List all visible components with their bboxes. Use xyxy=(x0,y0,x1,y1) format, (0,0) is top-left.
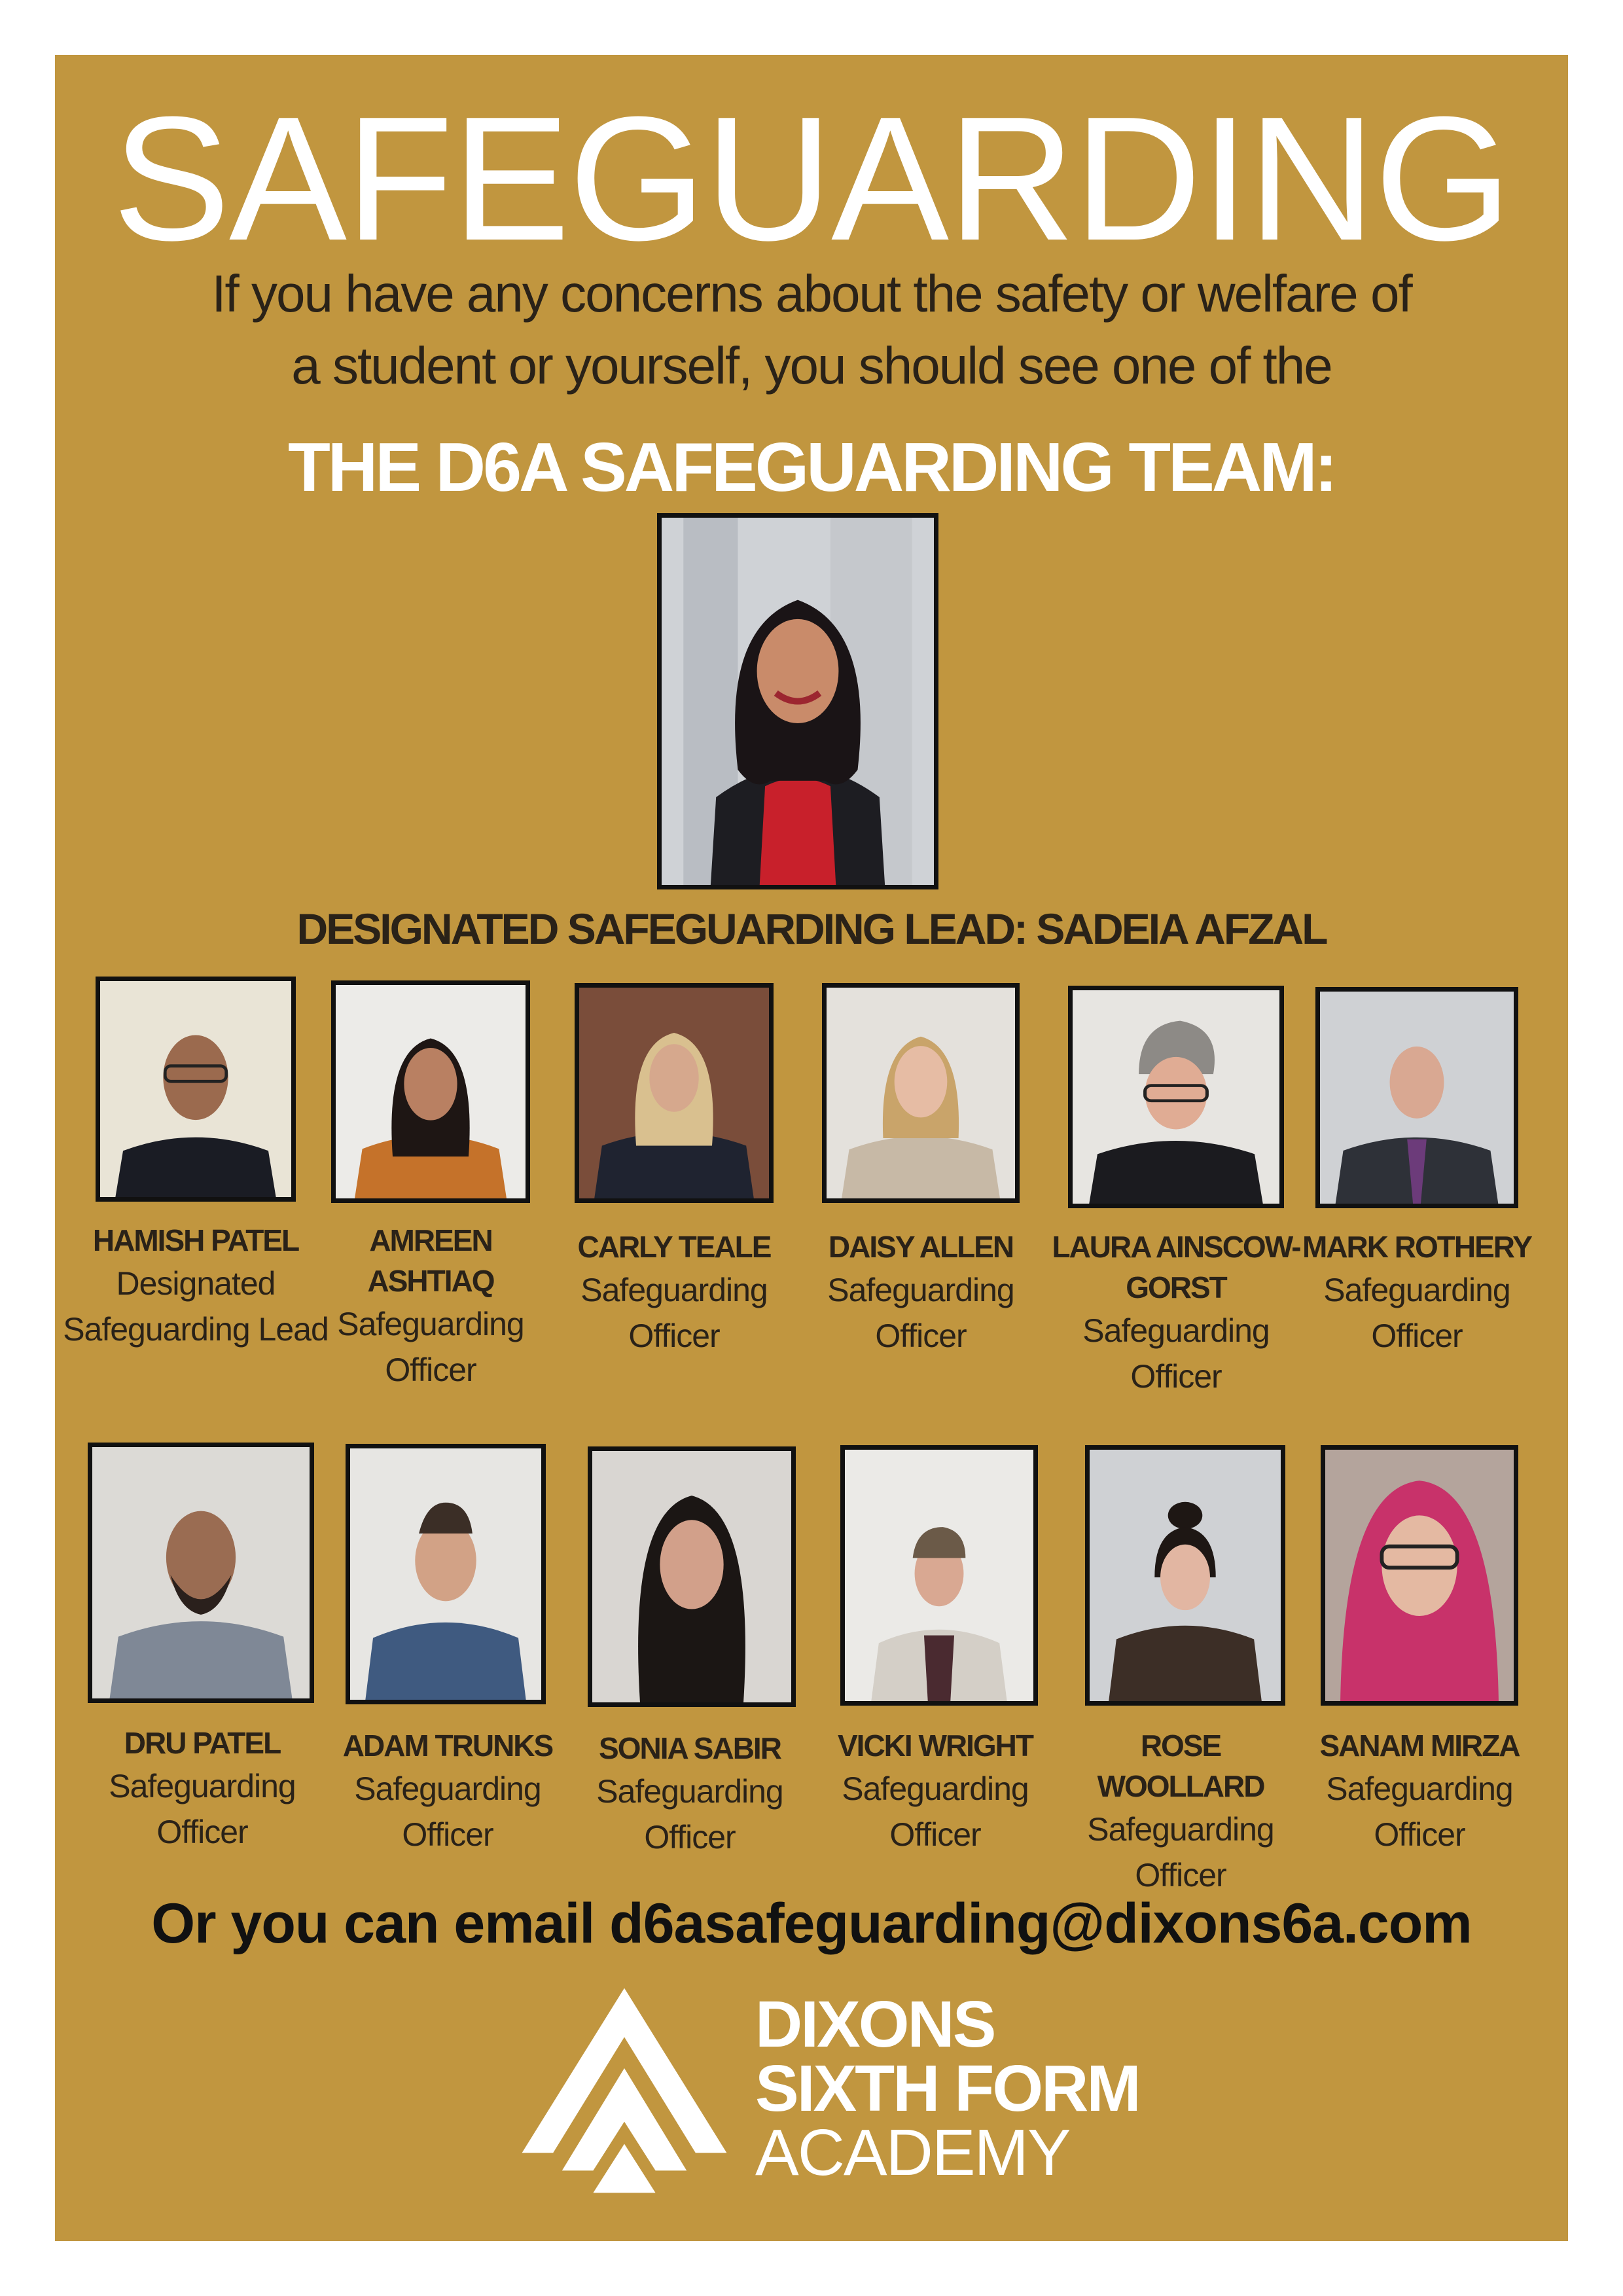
member-name: MARK ROTHERY xyxy=(1302,1230,1531,1264)
member-role: Safeguarding xyxy=(354,1770,541,1807)
poster xyxy=(55,55,1568,2241)
page-title: SAFEGUARDING xyxy=(112,81,1511,278)
member-role: Officer xyxy=(1371,1318,1463,1354)
member-role: Officer xyxy=(628,1318,720,1354)
member-role: Safeguarding xyxy=(596,1773,783,1810)
member-caption xyxy=(62,1220,330,1352)
member-photo xyxy=(1321,1445,1518,1706)
logo-line-1: DIXONS xyxy=(755,1988,995,2061)
member-role: Officer xyxy=(875,1318,967,1354)
member-role: Safeguarding xyxy=(337,1306,524,1342)
logo-line-3: ACADEMY xyxy=(755,2116,1070,2189)
intro-text xyxy=(55,258,1568,402)
member-role: Safeguarding Lead xyxy=(63,1311,329,1348)
member-caption xyxy=(1050,1227,1302,1399)
logo-text xyxy=(755,1988,1139,2189)
member-photo xyxy=(588,1446,796,1707)
member-role: Officer xyxy=(889,1816,981,1853)
team-heading: THE D6A SAFEGUARDING TEAM: xyxy=(288,429,1335,506)
member-photo xyxy=(1315,987,1518,1208)
member-name: DAISY ALLEN xyxy=(828,1230,1014,1264)
email-line: Or you can email d6asafeguarding@dixons6a.com xyxy=(151,1892,1472,1955)
member-role: Safeguarding xyxy=(109,1768,296,1804)
member-role: Officer xyxy=(644,1819,736,1856)
logo-line-2: SIXTH FORM xyxy=(755,2052,1139,2125)
member-role: Officer xyxy=(156,1814,248,1850)
member-caption xyxy=(1056,1725,1305,1898)
member-role: Officer xyxy=(402,1816,493,1853)
member-caption xyxy=(1305,1725,1534,1857)
member-photo xyxy=(840,1445,1038,1706)
member-name: VICKI WRIGHT xyxy=(838,1729,1033,1763)
member-role: Safeguarding xyxy=(1326,1770,1513,1807)
member-photo xyxy=(96,977,296,1202)
dixons-logo xyxy=(513,1979,1168,2215)
member-caption xyxy=(330,1725,565,1857)
member-name: CARLY TEALE xyxy=(577,1230,771,1264)
member-photo xyxy=(331,980,530,1203)
member-role: Safeguarding xyxy=(1323,1272,1510,1308)
member-photo xyxy=(88,1443,314,1703)
member-caption xyxy=(81,1723,323,1855)
intro-line-1: If you have any concerns about the safety or welfare of xyxy=(211,264,1412,323)
member-caption xyxy=(1296,1227,1538,1359)
lead-photo xyxy=(657,513,938,889)
member-role: Officer xyxy=(1135,1857,1226,1893)
member-role: Designated xyxy=(116,1265,276,1302)
member-name: AMREEN xyxy=(369,1223,492,1257)
member-photo xyxy=(822,983,1020,1203)
member-role: Officer xyxy=(385,1352,476,1388)
member-caption xyxy=(808,1227,1034,1359)
member-photo xyxy=(575,983,774,1203)
member-photo xyxy=(1068,986,1284,1208)
member-photo xyxy=(1085,1445,1285,1706)
member-role: Safeguarding xyxy=(580,1272,768,1308)
member-name: LAURA AINSCOW- xyxy=(1052,1230,1300,1264)
member-role: Officer xyxy=(1374,1816,1465,1853)
member-role: Officer xyxy=(1130,1358,1222,1395)
member-role: Safeguarding xyxy=(1087,1811,1274,1848)
member-role: Safeguarding xyxy=(827,1272,1014,1308)
member-name: SONIA SABIR xyxy=(599,1731,781,1765)
member-name: GORST xyxy=(1126,1270,1226,1304)
member-name: ROSE WOOLLARD xyxy=(1097,1729,1264,1803)
member-role: Safeguarding xyxy=(1082,1312,1270,1349)
member-role: Safeguarding xyxy=(842,1770,1029,1807)
member-caption xyxy=(814,1725,1056,1857)
member-name: ASHTIAQ xyxy=(367,1264,494,1298)
member-photo xyxy=(346,1444,546,1704)
intro-line-2: a student or yourself, you should see one of the xyxy=(291,336,1332,395)
member-caption xyxy=(563,1227,785,1359)
member-name: HAMISH PATEL xyxy=(92,1223,299,1257)
member-caption xyxy=(572,1728,808,1860)
lead-caption: DESIGNATED SAFEGUARDING LEAD: SADEIA AFZAL xyxy=(296,905,1327,953)
member-name: ADAM TRUNKS xyxy=(342,1729,553,1763)
member-caption xyxy=(326,1220,535,1393)
member-name: DRU PATEL xyxy=(124,1726,281,1760)
member-name: SANAM MIRZA xyxy=(1319,1729,1520,1763)
logo-chevron-icon xyxy=(513,1979,736,2202)
